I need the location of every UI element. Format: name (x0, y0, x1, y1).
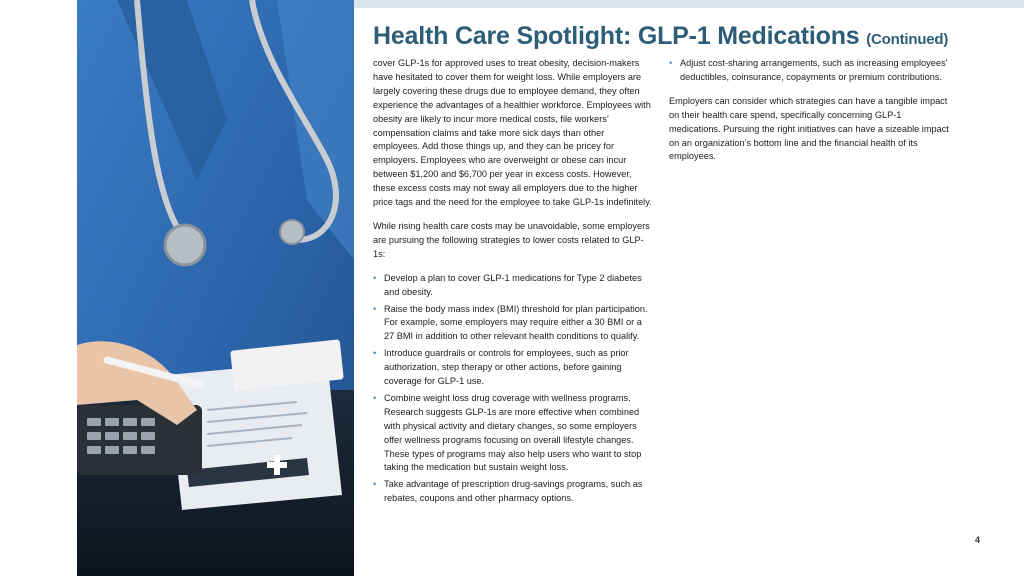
list-item-text: Adjust cost-sharing arrangements, such as increasing employees’ deductibles, coinsurance, copayments or premium contributions. (680, 58, 948, 82)
stethoscope-chestpiece-icon (165, 225, 205, 265)
list-item (669, 57, 954, 85)
list-item (373, 303, 653, 345)
text-column-right (669, 57, 954, 174)
list-item (373, 392, 653, 475)
list-item (373, 347, 653, 389)
paragraph-strategies-lead: While rising health care costs may be unavoidable, some employers are pursuing the following strategies to lower costs related to GLP-1s: (373, 220, 650, 259)
page-number: 4 (975, 535, 981, 545)
page-title-suffix: (Continued) (866, 31, 949, 48)
bullet-icon: • (373, 479, 377, 490)
list-item-text: Develop a plan to cover GLP-1 medications for Type 2 diabetes and obesity. (384, 272, 642, 297)
photo-illustration (77, 0, 354, 576)
medical-cross-icon-v (274, 455, 280, 475)
list-item-text: Raise the body mass index (BMI) threshold for plan participation. For example, some employers may require either a 30 BMI or a 27 BMI in addition to other relevant health conditions to qualify. (384, 303, 648, 342)
list-item (373, 478, 653, 506)
bullet-icon: • (373, 272, 377, 283)
page-title (373, 22, 948, 51)
paragraph-intro: cover GLP-1s for approved uses to treat obesity, decision-makers have hesitated to cover them for weight loss. While employers are largely covering these drugs due to employee demand, they often experience the advantages of a healthier workforce. Employees with obesity are likely to incur more medical costs, file workers’ compensation claims and take more sick days than other employees. Add those things up, and they can be pricey for employers. Employees who are overweight or obese can incur between $1,200 and $6,700 per year in excess costs. However, these excess costs may not sway all employers due to the higher price tags and the need for the employee to take GLP-1s indefinitely. (373, 58, 652, 208)
text-column-left (373, 57, 653, 516)
strategies-list-continued (669, 57, 954, 85)
bullet-icon: • (373, 348, 377, 359)
list-item-text: Take advantage of prescription drug-savings programs, such as rebates, coupons and other pharmacy options. (384, 479, 643, 504)
page-title-main: Health Care Spotlight: GLP-1 Medications (373, 22, 860, 50)
stethoscope-earpiece-icon (280, 220, 304, 244)
bullet-icon: • (669, 58, 673, 68)
list-item-text: Combine weight loss drug coverage with wellness programs. Research suggests GLP-1s are more effective when combined with physical activity and dietary changes, so some employers offer wellness programs focusing on overall lifestyle changes. These types of programs may also help users who want to stop taking the medication but sustain weight loss. (384, 392, 642, 473)
top-accent-bar (354, 0, 1024, 8)
list-item (373, 272, 653, 300)
list-item-text: Introduce guardrails or controls for employees, such as prior authorization, step therapy or other actions, before gaining coverage for GLP-1 use. (384, 348, 629, 387)
strategies-list (373, 272, 653, 507)
bullet-icon: • (373, 303, 377, 314)
photo-healthcare-worker (77, 0, 354, 576)
paragraph-conclusion: Employers can consider which strategies can have a tangible impact on their health care spend, specifically concerning GLP-1 medications. Pursuing the right initiatives can have a sizeable impact on an organization’s bottom line and the financial health of its employees. (669, 95, 949, 162)
bullet-icon: • (373, 392, 377, 403)
